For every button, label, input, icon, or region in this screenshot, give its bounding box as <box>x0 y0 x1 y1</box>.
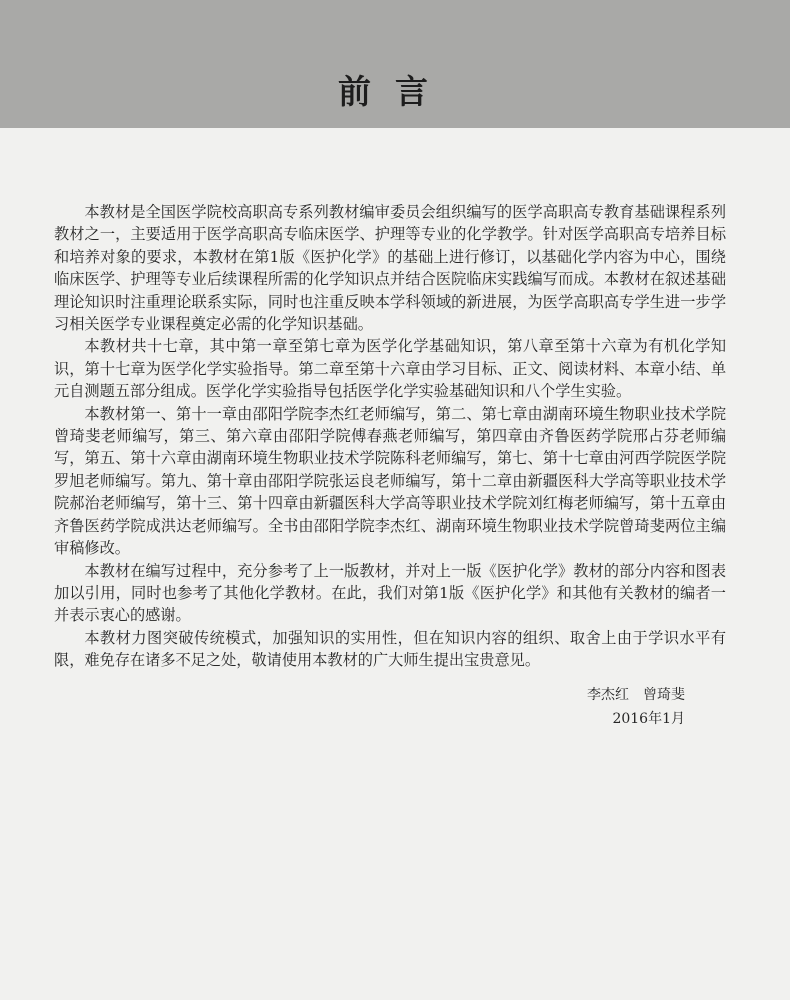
paragraph-1: 本教材是全国医学院校高职高专系列教材编审委员会组织编写的医学高职高专教育基础课程系列教材之一，主要适用于医学高职高专临床医学、护理等专业的化学教学。针对医学高职高专培养目标和培养对象的要求，本教材在第1版《医护化学》的基础上进行修订，以基础化学内容为中心，围绕临床医学、护理等专业后续课程所需的化学知识点并结合医院临床实践编写而成。本教材在叙述基础理论知识时注重理论联系实际，同时也注重反映本学科领域的新进展，为医学高职高专学生进一步学习相关医学专业课程奠定必需的化学知识基础。 <box>54 203 726 334</box>
paragraph-5: 本教材力图突破传统模式，加强知识的实用性，但在知识内容的组织、取舍上由于学识水平有限，难免存在诸多不足之处，敬请使用本教材的广大师生提出宝贵意见。 <box>54 628 726 670</box>
paragraph-4: 本教材在编写过程中，充分参考了上一版教材，并对上一版《医护化学》教材的部分内容和图表加以引用，同时也参考了其他化学教材。在此，我们对第1版《医护化学》和其他有关教材的编者一并表示衷心的感谢。 <box>54 561 726 625</box>
preface-body <box>54 201 726 672</box>
paragraph-2: 本教材共十七章，其中第一章至第七章为医学化学基础知识，第八章至第十六章为有机化学知识，第十七章为医学化学实验指导。第二章至第十六章由学习目标、正文、阅读材料、本章小结、单元自测题五部分组成。医学化学实验指导包括医学化学实验基础知识和八个学生实验。 <box>54 337 726 401</box>
signature-block <box>587 683 685 731</box>
signature-date: 2016年1月 <box>612 711 685 727</box>
signature-authors: 李杰红 曾琦斐 <box>587 687 685 703</box>
page-title: 前言 <box>338 72 452 111</box>
paragraph-3: 本教材第一、第十一章由邵阳学院李杰红老师编写，第二、第七章由湖南环境生物职业技术学院曾琦斐老师编写，第三、第六章由邵阳学院傅春燕老师编写，第四章由齐鲁医药学院邢占芬老师编写，第五、第十六章由湖南环境生物职业技术学院陈科老师编写，第七、第十七章由河西学院医学院罗旭老师编写。第九、第十章由邵阳学院张运良老师编写，第十二章由新疆医科大学高等职业技术学院郝治老师编写，第十三、第十四章由新疆医科大学高等职业技术学院刘红梅老师编写，第十五章由齐鲁医药学院成洪达老师编写。全书由邵阳学院李杰红、湖南环境生物职业技术学院曾琦斐两位主编审稿修改。 <box>54 404 726 558</box>
